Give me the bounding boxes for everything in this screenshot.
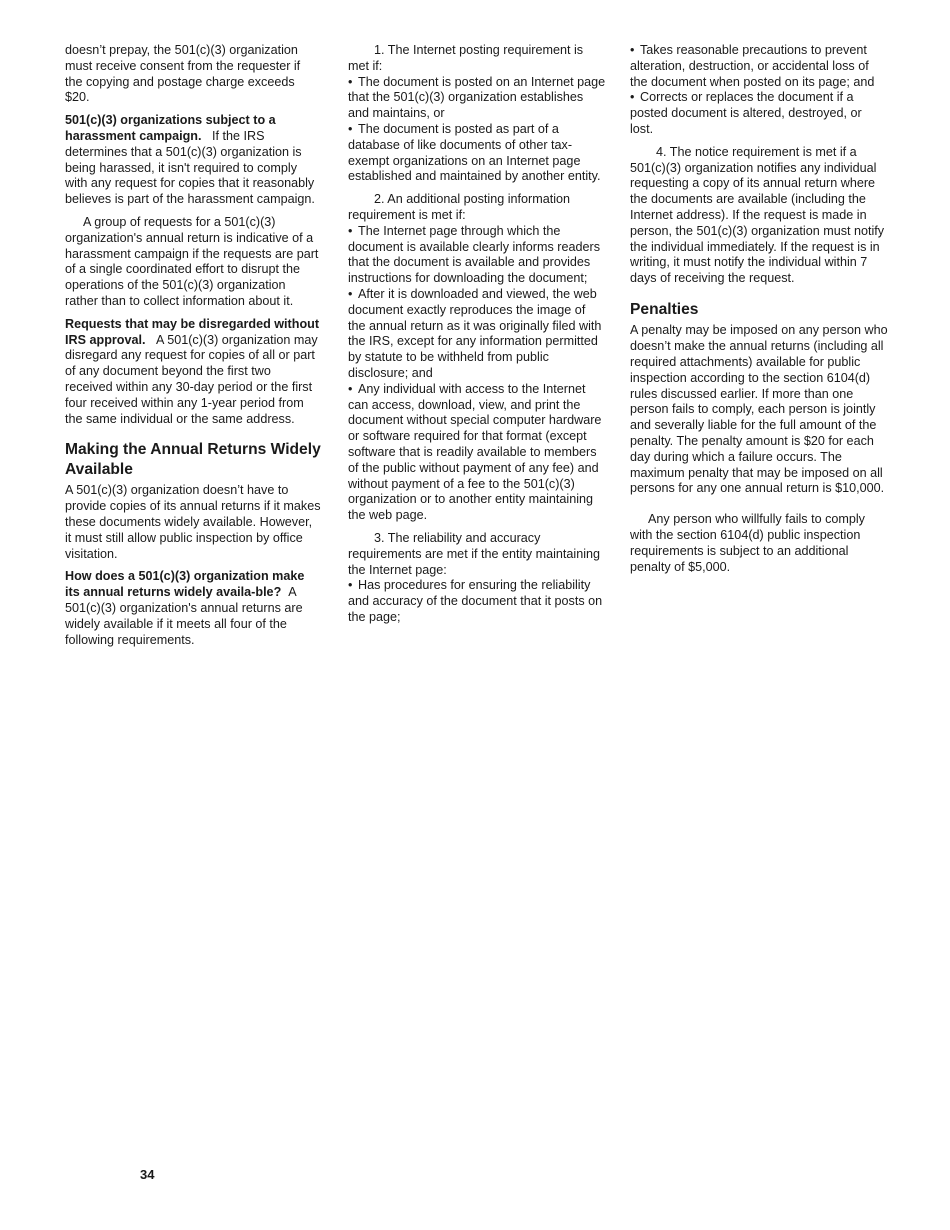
requirement-3-continued: [630, 43, 888, 138]
list-item-text: After it is downloaded and viewed, the web document exactly reproduces the image of the annual return as it was originally filed with the IRS, except for any information permitted by statute to be withheld from public disclosure; and: [348, 286, 602, 380]
paragraph-prepay: doesn’t prepay, the 501(c)(3) organization must receive consent from the requester if the copying and postage charge exceeds $20.: [65, 43, 301, 105]
bullet-icon: •: [348, 286, 353, 301]
requirement-1: [348, 43, 606, 185]
list-item-text: The document is posted on an Internet page that the 501(c)(3) organization establishes and maintains, or: [348, 74, 606, 121]
how-body: A 501(c)(3) organization's annual returns are widely available if it meets all four of the following requirements.: [65, 585, 303, 647]
list-item: [630, 90, 888, 137]
list-item: [348, 224, 606, 287]
bullet-icon: •: [348, 381, 353, 396]
bullet-icon: •: [630, 90, 635, 105]
requirement-2-text: 2. An additional posting information requirement is met if:: [348, 192, 571, 222]
bullet-icon: •: [348, 74, 353, 89]
list-item-text: The Internet page through which the document is available clearly informs readers that the document is available and provides instructions for downloading the document;: [348, 223, 600, 286]
list-item-text: The document is posted as part of a database of like documents of other tax-exempt organizations on an Internet page established and maintained by another entity.: [348, 121, 601, 184]
bullet-icon: •: [348, 121, 353, 136]
requirement-3-text: 3. The reliability and accuracy requirements are met if the entity maintaining the Internet page:: [348, 530, 600, 577]
paragraph-how-widely-available: [65, 569, 321, 648]
list-item: [348, 287, 606, 382]
requirement-3: [348, 531, 606, 626]
section-heading-penalties: Penalties: [630, 300, 699, 318]
list-item: [348, 75, 606, 122]
column-3: [630, 43, 888, 582]
paragraph-additional-penalty: Any person who willfully fails to comply with the section 6104(d) public inspection requirements is subject to an additional penalty of $5,000.: [630, 512, 865, 574]
harassment-body: If the IRS determines that a 501(c)(3) organization is being harassed, it isn't required to comply with any request for copies that it reasonably believes is part of the harassment campaign.: [65, 128, 315, 207]
page-number: 34: [140, 1167, 155, 1182]
requirement-2: [348, 192, 606, 524]
list-item-text: Any individual with access to the Internet can access, download, view, and print the document without special computer hardware or software required for that format (except software that is readily available to members of the public without payment of any fee) and without payment of a fee to the 501(c)(3) organization or to another entity maintaining the web page.: [348, 381, 602, 523]
column-1: [65, 43, 321, 655]
run-in-heading-how: How does a 501(c)(3) organization make its annual returns widely availa-ble?: [65, 569, 305, 600]
bullet-icon: •: [348, 578, 353, 593]
requirement-4-text: 4. The notice requirement is met if a 501(c)(3) organization notifies any individual requesting a copy of its annual return where the documents are available (including the Internet address). If the request is made in person, the 501(c)(3) organization must notify the individual immediately. If the request is in writing, it must notify the individual within 7 days of receiving the request.: [630, 144, 885, 286]
section-heading-widely-available: Making the Annual Returns Widely Available: [65, 441, 321, 478]
paragraph-group-requests: A group of requests for a 501(c)(3) organization's annual return is indicative of a harassment campaign if the requests are part of a single coordinated effort to disrupt the operations of the 501(c)(3) organization rather than to collect information about it.: [65, 214, 319, 308]
paragraph-harassment: [65, 113, 321, 208]
bullet-icon: •: [348, 223, 353, 238]
run-in-heading-harassment: 501(c)(3) organizations subject to a harassment campaign.: [65, 113, 276, 143]
column-2: [348, 43, 606, 633]
paragraph-disregard: [65, 317, 321, 428]
paragraph-widely-available: A 501(c)(3) organization doesn’t have to provide copies of its annual returns if it makes these documents widely available. However, it must still allow public inspection by office visitation.: [65, 483, 321, 561]
list-item-text: Takes reasonable precautions to prevent alteration, destruction, or accidental loss of the document when posted on its page; and: [630, 43, 875, 89]
run-in-heading-disregard: Requests that may be disregarded without IRS approval.: [65, 316, 320, 347]
paragraph-penalty: A penalty may be imposed on any person who doesn’t make the annual returns (including all required attachments) available for public inspection according to the section 6104(d) rules discussed earlier. If more than one person fails to comply, each person is jointly and severally liable for the full amount of the penalty. The penalty amount is $20 for each day during which a failure occurs. The maximum penalty that may be imposed on all persons for any one annual return is $10,000.: [630, 323, 888, 496]
disregard-body: A 501(c)(3) organization may disregard any request for copies of all or part of any document beyond the first two received within any 30-day period or the first four received within any 1-year period from the same individual or the same address.: [65, 332, 318, 426]
list-item: [630, 43, 888, 90]
list-item-text: Corrects or replaces the document if a posted document is altered, destroyed, or lost.: [630, 90, 862, 136]
list-item: [348, 382, 606, 524]
requirement-1-text: 1. The Internet posting requirement is met if:: [348, 43, 584, 73]
list-item: [348, 578, 606, 625]
list-item-text: Has procedures for ensuring the reliability and accuracy of the document that it posts on the page;: [348, 578, 603, 624]
list-item: [348, 122, 606, 185]
bullet-icon: •: [630, 43, 635, 57]
